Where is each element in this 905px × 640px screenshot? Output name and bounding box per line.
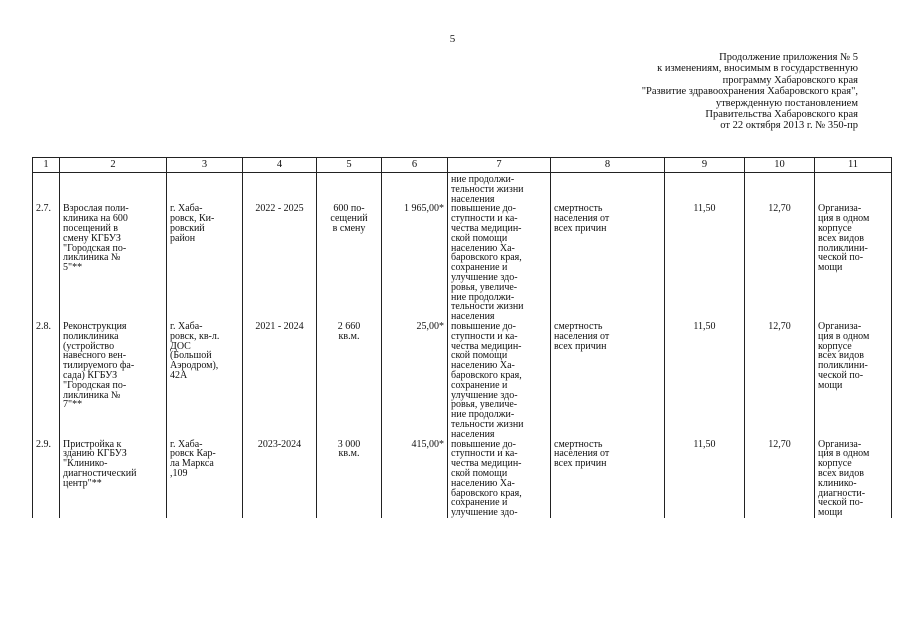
cell-line: корпусе: [818, 222, 852, 234]
cell-line: корпусе: [818, 340, 852, 352]
cell-line: г. Хаба-: [170, 320, 203, 332]
cell-line: 2 660: [337, 320, 361, 332]
cell-line: ция в одном: [818, 213, 870, 225]
header-line: Продолжение приложения № 5: [719, 52, 858, 63]
cell-line: Взрослая поли-: [63, 203, 129, 215]
cell-line: тилируемого фа-: [63, 360, 135, 372]
cell-line: Аэродром),: [170, 360, 219, 372]
column-header: 10: [745, 158, 815, 173]
cell-line: 3 000: [337, 438, 361, 450]
row-number: 2.7.: [33, 204, 60, 322]
cell-line: смену КГБУЗ: [63, 232, 121, 244]
cell-line: кв.м.: [338, 448, 360, 460]
object-name-cell: [60, 440, 167, 518]
cell-line: смертность: [554, 203, 603, 215]
cell-line: ступности и ка-: [451, 213, 518, 225]
cell-line: сада) КГБУЗ: [63, 369, 118, 381]
column-header: 7: [448, 158, 551, 173]
cell-line: баровского края,: [451, 369, 522, 381]
cell-line: баровского края,: [451, 487, 522, 499]
cell-line: ческой по-: [818, 369, 864, 381]
cost-cell: 415,00*: [382, 440, 448, 518]
indicator-cell: [551, 204, 665, 322]
note-cell: [815, 204, 892, 322]
location-cell: [167, 204, 243, 322]
note-cell: [815, 440, 892, 518]
cell-line: населению Ха-: [451, 360, 515, 372]
cell-line: ровск Кар-: [170, 448, 216, 460]
cell-line: центр"**: [63, 477, 102, 489]
cell-line: ческой по-: [818, 497, 864, 509]
cell-line: ровский: [170, 222, 205, 234]
cell-line: ской помощи: [451, 232, 508, 244]
cell-line: всех причин: [554, 222, 607, 234]
cell-line: поликлиника: [63, 330, 119, 342]
cell-line: ние продолжи-: [451, 409, 515, 421]
row-number: 2.9.: [33, 440, 60, 518]
cell-line: 600 по-: [333, 203, 365, 215]
cell-line: населения: [451, 311, 495, 323]
cell-line: ческой по-: [818, 252, 864, 264]
cell-line: ние продолжи-: [451, 291, 515, 303]
period-cell: 2022 - 2025: [243, 204, 317, 322]
period-cell: 2023-2024: [243, 440, 317, 518]
page-number: 5: [449, 33, 456, 45]
table-row: [33, 204, 892, 322]
column-header: 11: [815, 158, 892, 173]
cell-line: баровского края,: [451, 252, 522, 264]
cell-line: г. Хаба-: [170, 203, 203, 215]
cell-line: ция в одном: [818, 448, 870, 460]
cell-line: населению Ха-: [451, 242, 515, 254]
cell-line: сещений: [330, 213, 368, 225]
program-table: [32, 157, 892, 518]
object-name-cell: [60, 322, 167, 440]
cell-line: навесного вен-: [63, 350, 127, 362]
capacity-cell: [317, 322, 382, 440]
cell-line: повышение до-: [451, 438, 516, 450]
target-value-cell: 12,70: [745, 204, 815, 322]
cell-line: Организа-: [818, 320, 862, 332]
location-cell: [167, 440, 243, 518]
cell-line: г. Хаба-: [170, 438, 203, 450]
column-header: 2: [60, 158, 167, 173]
cell-line: (устройство: [63, 340, 115, 352]
cell-line: ровья, увеличе-: [451, 281, 518, 293]
cell-line: населения от: [554, 448, 610, 460]
cell-line: Организа-: [818, 438, 862, 450]
target-value-cell: 12,70: [745, 440, 815, 518]
cell-line: ция в одном: [818, 330, 870, 342]
cell-line: диагностический: [63, 467, 137, 479]
cell-line: ликлиника №: [63, 252, 121, 264]
cell-line: населения от: [554, 330, 610, 342]
cell-line: Пристройка к: [63, 438, 122, 450]
cell-line: смертность: [554, 320, 603, 332]
column-header: 5: [317, 158, 382, 173]
column-header: 9: [665, 158, 745, 173]
cell-line: сохранение и: [451, 379, 508, 391]
indicator-cell: [551, 440, 665, 518]
goal-cell: [448, 440, 551, 518]
cell-line: всех видов: [818, 232, 864, 244]
cell-line: зданию КГБУЗ: [63, 448, 127, 460]
cell-line: чества медицин-: [451, 340, 522, 352]
cell-line: мощи: [818, 507, 843, 519]
header-line: Правительства Хабаровского края: [705, 109, 858, 121]
cell-line: сохранение и: [451, 497, 508, 509]
cell-line: 5"**: [63, 262, 83, 274]
cell-line: смертность: [554, 438, 603, 450]
cell-line: 42А: [170, 369, 188, 381]
cell-line: 7"**: [63, 399, 83, 411]
cell-line: повышение до-: [451, 203, 516, 215]
cost-cell: 25,00*: [382, 322, 448, 440]
cell-line: тельности жизни: [451, 301, 524, 313]
appendix-header: [642, 52, 858, 132]
header-line: программу Хабаровского края: [722, 74, 858, 86]
cell-line: всех видов: [818, 467, 864, 479]
cell-line: Организа-: [818, 203, 862, 215]
cell-line: населения от: [554, 213, 610, 225]
cell-line: ровья, увеличе-: [451, 399, 518, 411]
capacity-cell: [317, 440, 382, 518]
cell-line: сохранение и: [451, 262, 508, 274]
object-name-cell: [60, 204, 167, 322]
indicator-cell: [551, 322, 665, 440]
period-cell: 2021 - 2024: [243, 322, 317, 440]
target-value-cell: 12,70: [745, 322, 815, 440]
goal-cell: [448, 322, 551, 440]
cell-line: ДОС: [170, 340, 191, 352]
cell-line: населению Ха-: [451, 477, 515, 489]
continuation-row: [33, 173, 892, 205]
cell-line: мощи: [818, 262, 843, 274]
cell-line: ,109: [170, 467, 188, 479]
cell-line: мощи: [818, 379, 843, 391]
continuation-cell: [448, 173, 551, 205]
cell-line: в смену: [332, 222, 366, 234]
cost-cell: 1 965,00*: [382, 204, 448, 322]
cell-line: улучшение здо-: [451, 389, 518, 401]
cell-line: поликлини-: [818, 242, 868, 254]
cell-line: всех видов: [818, 350, 864, 362]
column-header: 4: [243, 158, 317, 173]
cell-line: диагности-: [818, 487, 866, 499]
cell-line: чества медицин-: [451, 458, 522, 470]
cell-line: ла Маркса: [170, 458, 214, 470]
cell-line: ской помощи: [451, 467, 508, 479]
column-header: 8: [551, 158, 665, 173]
cell-line: чества медицин-: [451, 222, 522, 234]
cell-line: населения: [451, 193, 495, 205]
header-line: утвержденную постановлением: [715, 97, 858, 109]
cell-line: ступности и ка-: [451, 448, 518, 460]
base-value-cell: 11,50: [665, 322, 745, 440]
cell-line: ской помощи: [451, 350, 508, 362]
cell-line: клинико-: [818, 477, 857, 489]
cell-line: ступности и ка-: [451, 330, 518, 342]
cell-line: всех причин: [554, 340, 607, 352]
cell-line: улучшение здо-: [451, 507, 518, 519]
cell-line: ровск, Ки-: [170, 213, 215, 225]
cell-line: ние продолжи-: [451, 174, 515, 185]
row-number: 2.8.: [33, 322, 60, 440]
table-row: [33, 322, 892, 440]
location-cell: [167, 322, 243, 440]
cell-line: ровск, кв-л.: [170, 330, 220, 342]
column-header: 3: [167, 158, 243, 173]
cell-line: "Городская по-: [63, 242, 127, 254]
cell-line: корпусе: [818, 458, 852, 470]
column-header: 6: [382, 158, 448, 173]
header-line: от 22 октября 2013 г. № 350-пр: [720, 120, 858, 132]
column-number-row: [33, 158, 892, 173]
header-line: "Развитие здравоохранения Хабаровского края",: [641, 86, 858, 98]
base-value-cell: 11,50: [665, 440, 745, 518]
cell-line: Реконструкция: [63, 320, 127, 332]
cell-line: "Городская по-: [63, 379, 127, 391]
cell-line: клиника на 600: [63, 213, 128, 225]
cell-line: ликлиника №: [63, 389, 121, 401]
cell-line: тельности жизни: [451, 183, 524, 195]
cell-line: всех причин: [554, 458, 607, 470]
cell-line: улучшение здо-: [451, 271, 518, 283]
table-row: [33, 440, 892, 518]
capacity-cell: [317, 204, 382, 322]
column-header: 1: [33, 158, 60, 173]
header-line: к изменениям, вносимым в государственную: [657, 63, 858, 75]
cell-line: посещений в: [63, 222, 119, 234]
cell-line: район: [170, 232, 196, 244]
cell-line: (Большой: [170, 350, 212, 362]
cell-line: "Клинико-: [63, 458, 108, 470]
cell-line: поликлини-: [818, 360, 868, 372]
cell-line: тельности жизни: [451, 418, 524, 430]
goal-cell: [448, 204, 551, 322]
note-cell: [815, 322, 892, 440]
cell-line: кв.м.: [338, 330, 360, 342]
base-value-cell: 11,50: [665, 204, 745, 322]
cell-line: повышение до-: [451, 320, 516, 332]
cell-line: населения: [451, 428, 495, 440]
